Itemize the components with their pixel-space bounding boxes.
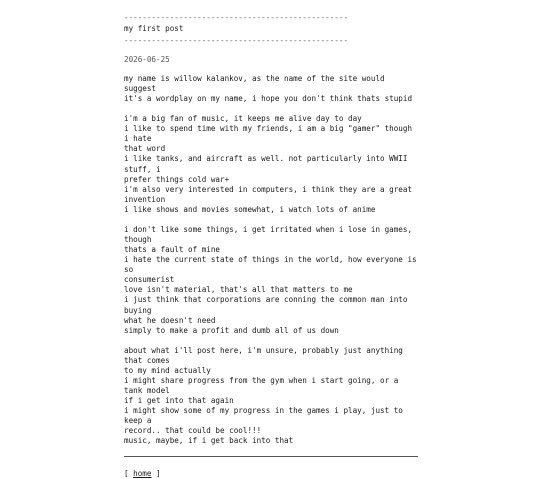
post-paragraph [124,346,418,447]
post-paragraph [124,74,418,104]
post-line: music, maybe, if i get back into that [124,436,294,446]
home-link[interactable]: home [133,469,152,479]
footer-divider [124,456,418,457]
post-line: invention [124,194,166,204]
post-paragraph [124,225,418,336]
post-date: 2026-06-25 [124,55,170,64]
post-line: i just think that corporations are conning the common man into buying [124,295,408,315]
post-line: i might show some of my progress in the games i play, just to keep a [124,406,403,426]
post-line: record.. that could be cool!!! [124,426,262,436]
post-line: to my mind actually [124,365,211,375]
post-line: simply to make a profit and dumb all of us down [124,325,339,335]
post-line: my name is willow kalankov, as the name of the site would suggest [124,74,385,94]
post-line: it's a wordplay on my name, i hope you don't think thats stupid [124,94,413,104]
post-line: if i get into that again [124,396,234,406]
post-line: i might share progress from the gym when i start going, or a tank model [124,375,399,396]
post-line: love isn't material, that's all that matters to me [124,285,353,295]
footer-nav [124,469,418,479]
header-rule-bottom: ------------------------------------------------- [124,36,349,45]
post-page [124,13,418,479]
post-line: i like to spend time with my friends, i am a big "gamer" though i hate [124,124,413,144]
post-line: i like tanks, and aircraft as well. not particularly into WWII stuff, i [124,154,408,174]
footer-close-bracket: ] [156,469,161,479]
post-paragraph [124,114,418,215]
post-line: i'm a big fan of music, it keeps me alive day to day [124,114,362,124]
post-line: what he doesn't need [124,315,216,325]
post-line: consumerist [124,275,175,285]
post-line: i like shows and movies somewhat, i watch lots of anime [124,204,376,214]
post-line: i'm also very interested in computers, i think they are a great [124,184,413,194]
post-line: thats a fault of mine [124,245,221,254]
post-line: prefer things cold war+ [124,174,230,184]
post-line: that word [124,144,166,154]
post-title: my first post [124,24,184,33]
post-line: about what i'll post here, i'm unsure, probably just anything that comes [124,345,403,365]
post-body [124,74,418,447]
footer-open-bracket: [ [124,469,129,479]
header-rule-top: ------------------------------------------------- [124,13,349,22]
post-line: i don't like some things, i get irritated when i lose in games, though [124,224,413,244]
post-line: i hate the current state of things in the world, how everyone is so [124,255,417,275]
